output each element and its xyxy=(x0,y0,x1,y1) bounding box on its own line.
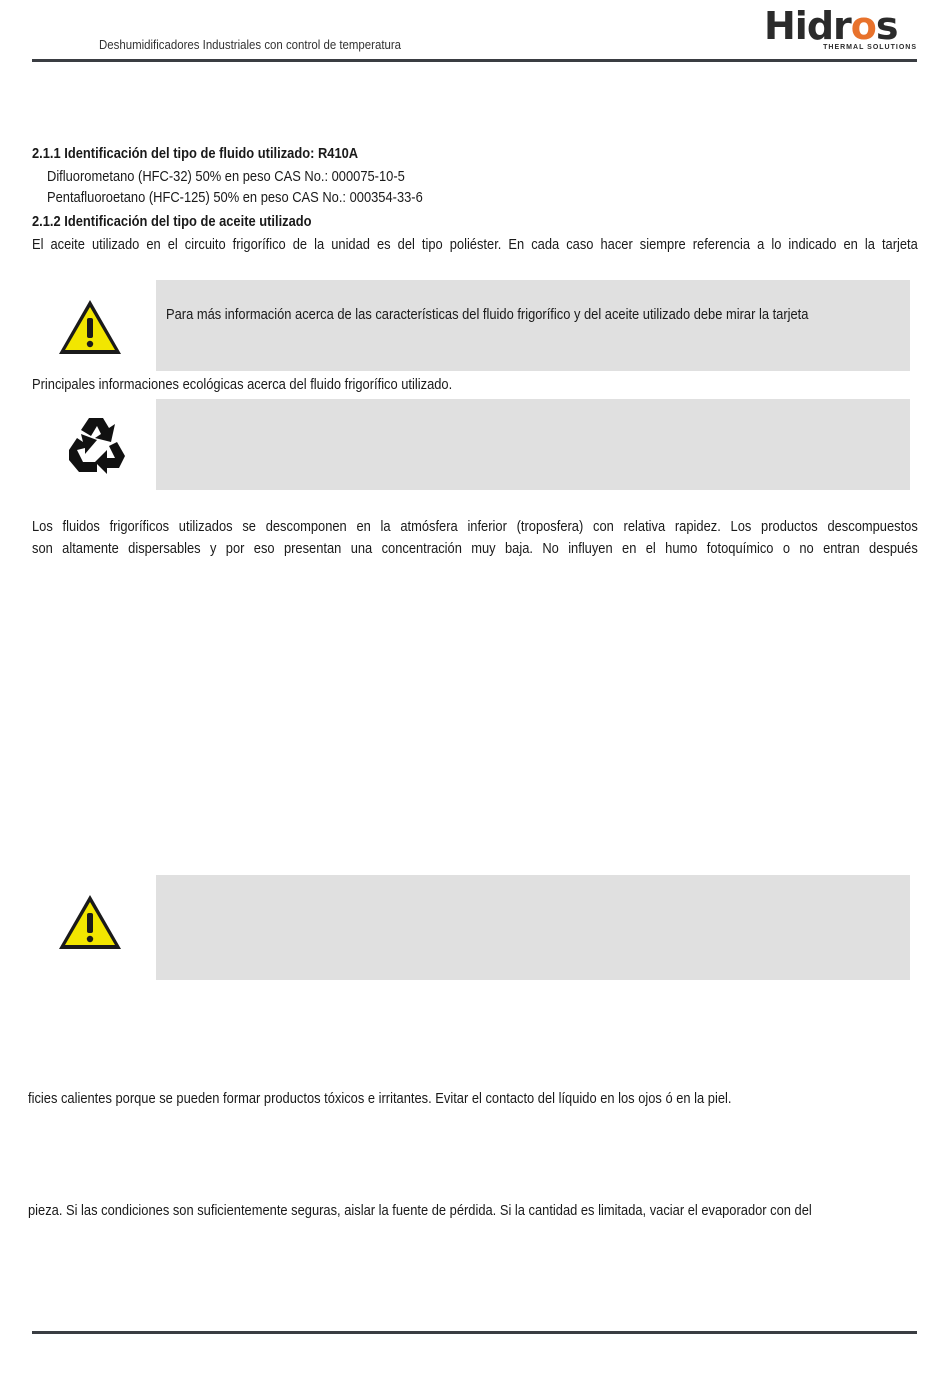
logo-tagline: THERMAL SOLUTIONS xyxy=(823,44,917,51)
footer-divider xyxy=(32,1331,917,1334)
warning-notice-box xyxy=(156,280,910,371)
warning-notice-text: Para más información acerca de las características del fluido frigorífico y del aceite utilizado debe mirar la tarjeta xyxy=(166,306,809,323)
recycle-notice-box xyxy=(156,399,910,490)
hidros-logo xyxy=(764,4,919,54)
oil-body-text: El aceite utilizado en el circuito frigorífico de la unidad es del tipo poliéster. En cada caso hacer siempre referencia a lo indicado en la tarjeta xyxy=(32,236,918,253)
header-divider xyxy=(32,59,917,62)
document-header-title: Deshumidificadores Industriales con control de temperatura xyxy=(99,37,402,52)
decomposition-paragraph-line-2: son altamente dispersables y por eso presentan una concentración muy baja. No influyen en el humo fotoquímico o no entran después xyxy=(32,540,918,557)
warning-icon xyxy=(57,893,123,956)
eco-info-intro: Principales informaciones ecológicas acerca del fluido frigorífico utilizado. xyxy=(32,376,453,393)
decomposition-paragraph-line-1: Los fluidos frigoríficos utilizados se descomponen en la atmósfera inferior (troposfera) con relativa rapidez. Los productos descompuestos xyxy=(32,518,918,535)
section-heading-fluid: 2.1.1 Identificación del tipo de fluido utilizado: R410A xyxy=(32,145,359,162)
section-heading-oil: 2.1.2 Identificación del tipo de aceite utilizado xyxy=(32,213,312,230)
logo-wordmark: Hidros xyxy=(764,4,898,48)
surfaces-text-line: ficies calientes porque se pueden formar productos tóxicos e irritantes. Evitar el contacto del líquido en los ojos ó en la piel. xyxy=(28,1090,732,1107)
warning-notice-box-2 xyxy=(156,875,910,980)
recycle-icon xyxy=(63,414,131,483)
fluid-line-hfc32: Difluorometano (HFC-32) 50% en peso CAS No.: 000075-10-5 xyxy=(47,168,405,185)
warning-icon xyxy=(57,298,123,361)
fluid-line-hfc125: Pentafluoroetano (HFC-125) 50% en peso CAS No.: 000354-33-6 xyxy=(47,189,423,206)
leak-text-line: pieza. Si las condiciones son suficientemente seguras, aislar la fuente de pérdida. Si la cantidad es limitada, vaciar el evaporador con del xyxy=(28,1202,812,1219)
